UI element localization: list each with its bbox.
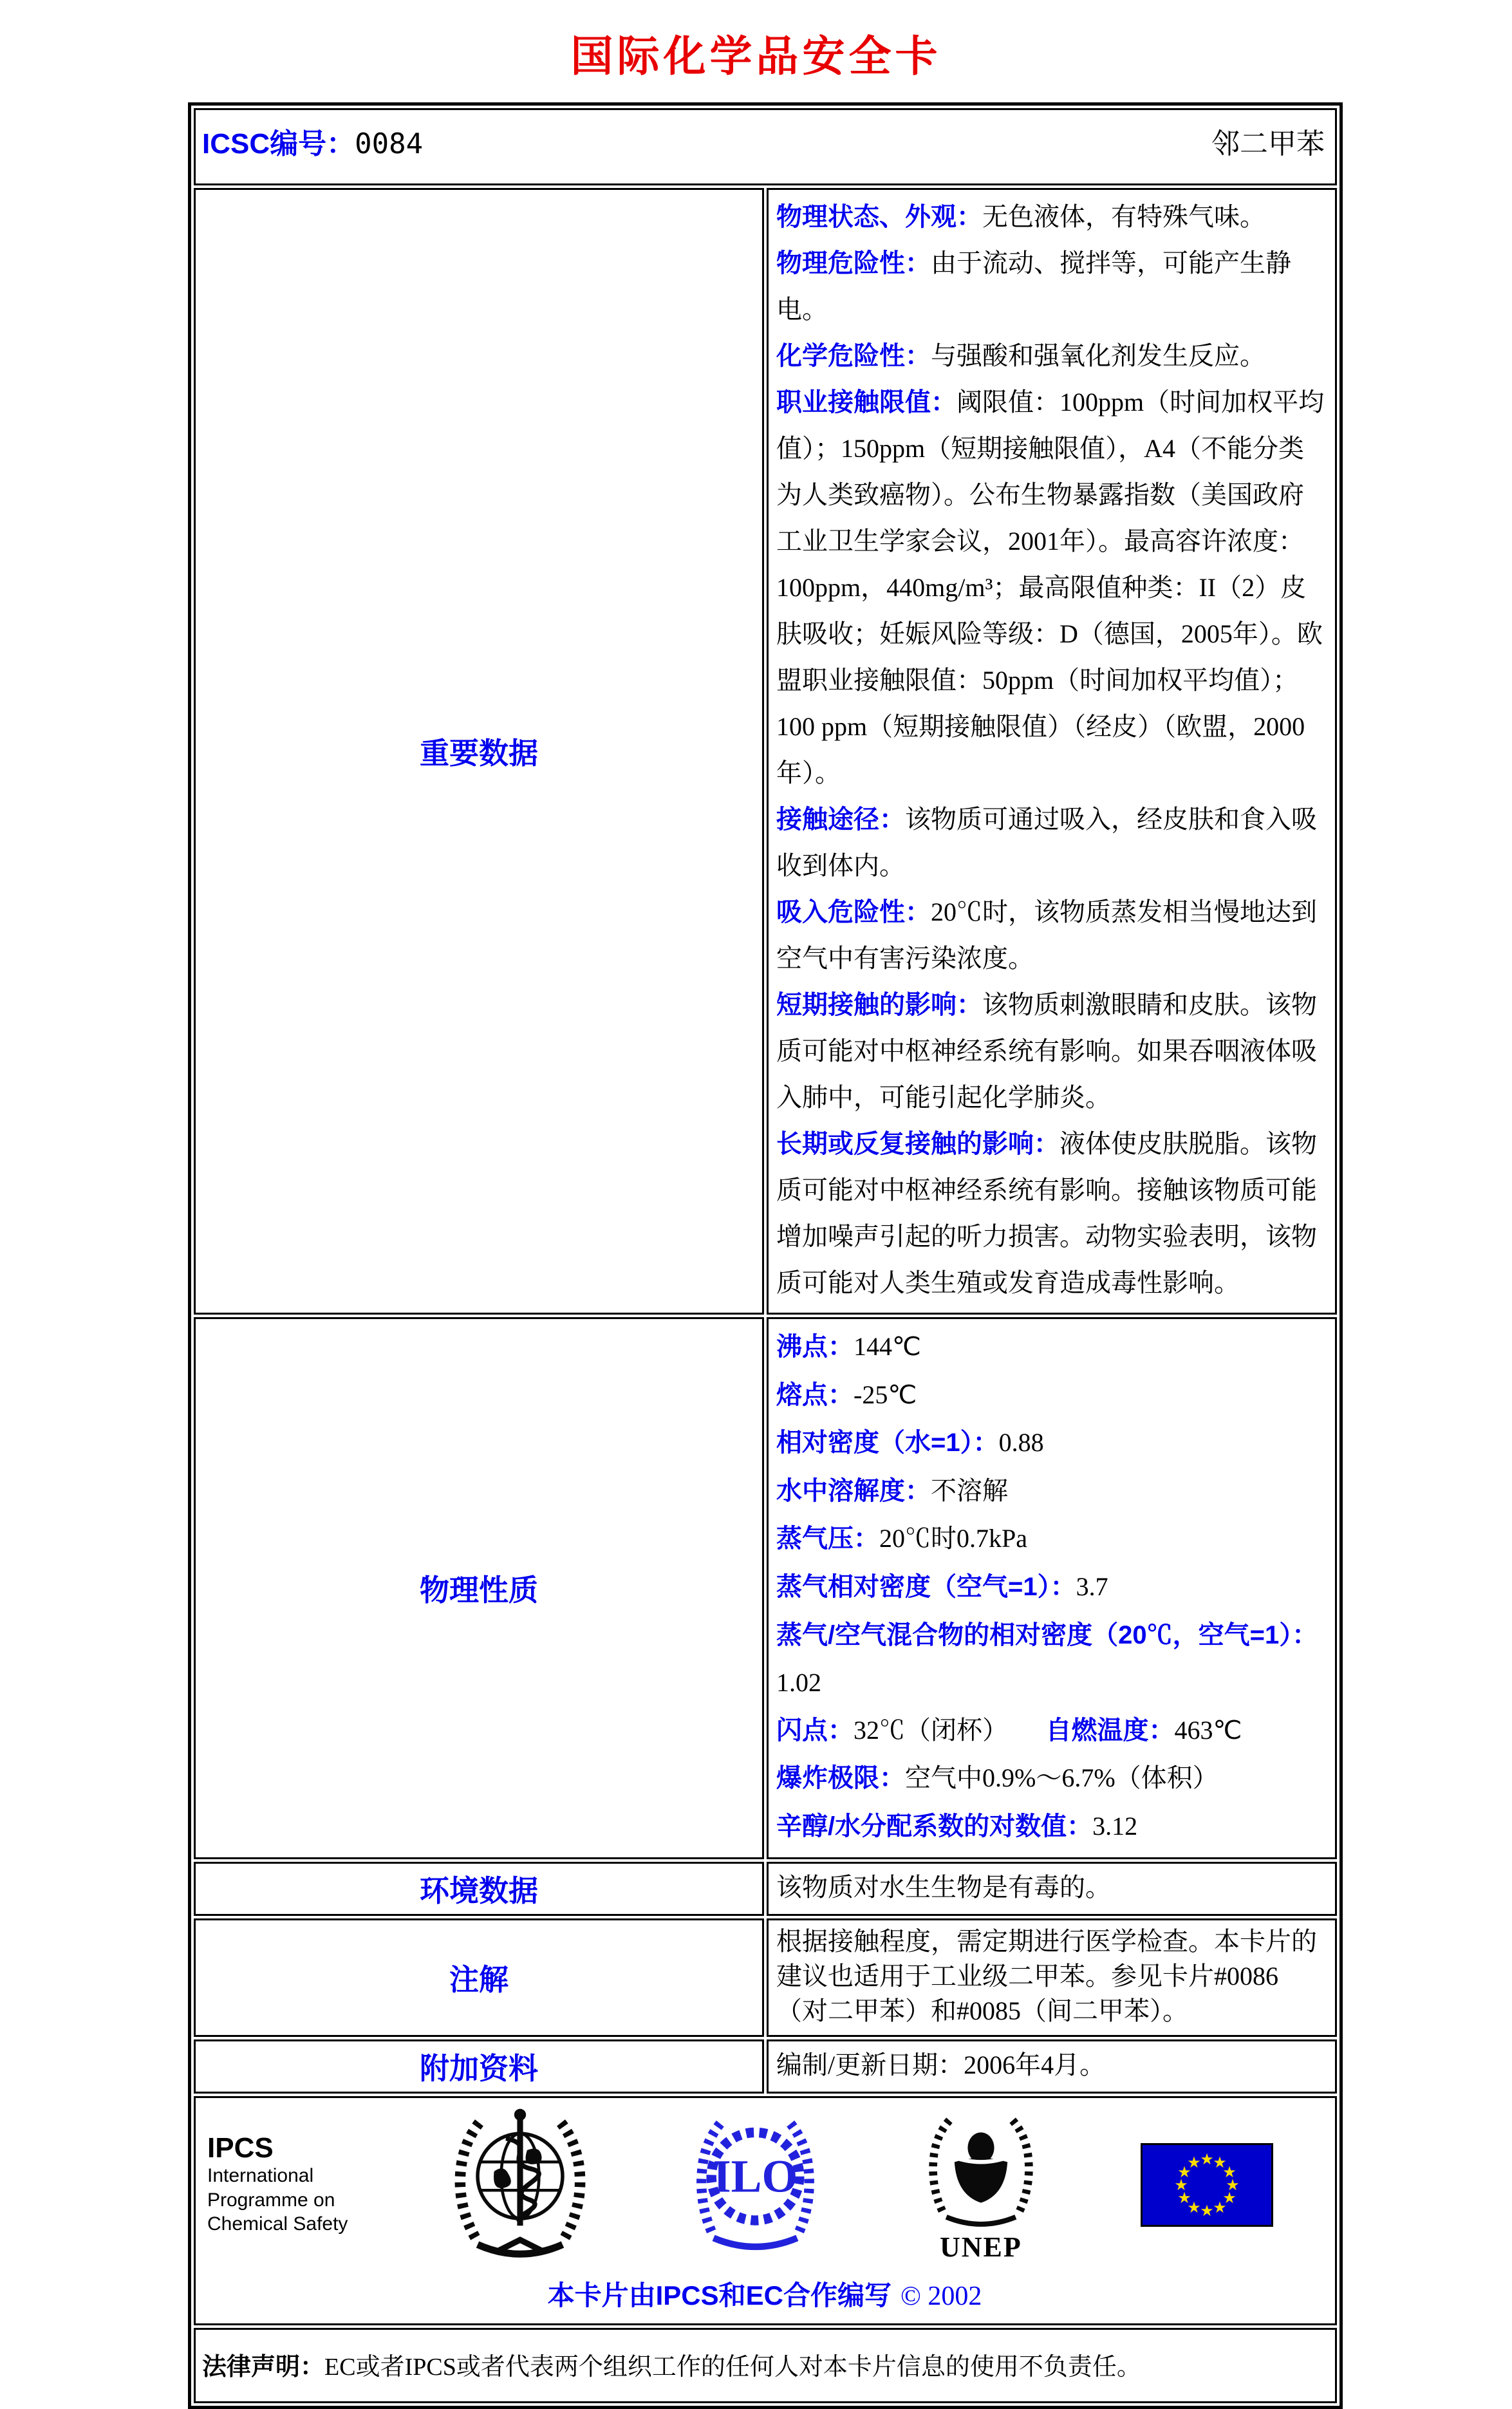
field-relative-density <box>776 1419 1326 1467</box>
field-value: 20℃时0.7kPa <box>879 1524 1027 1553</box>
section-label-notes: 注解 <box>194 1918 764 2037</box>
field-flash-point-autoignition <box>776 1707 1326 1755</box>
field-label: 吸入危险性： <box>776 898 931 926</box>
section-label-important-data: 重要数据 <box>194 188 764 1315</box>
icsc-number-group <box>202 120 423 162</box>
field-vapour-pressure <box>776 1515 1326 1563</box>
field-value: -25℃ <box>854 1380 917 1409</box>
page-title: 国际化学品安全卡 <box>570 33 942 80</box>
field-value: 无色液体，有特殊气味。 <box>982 202 1265 231</box>
credit-text: 本卡片由IPCS和EC合作编写 <box>547 2280 891 2311</box>
environmental-data-row <box>194 1862 1337 1916</box>
svg-text:★: ★ <box>1199 2201 1214 2220</box>
field-value: 空气中0.9%～6.7%（体积） <box>905 1763 1218 1793</box>
field-value: 不溶解 <box>931 1476 1008 1505</box>
who-logo-icon <box>449 2104 591 2265</box>
ipcs-subtitle-line3: Chemical Safety <box>207 2213 348 2235</box>
field-physical-hazard <box>776 240 1326 333</box>
unep-label: UNEP <box>939 2231 1022 2264</box>
legal-notice-label: 法律声明： <box>202 2353 325 2381</box>
field-octanol-water-partition <box>776 1803 1326 1851</box>
field-routes-of-exposure <box>776 796 1326 889</box>
field-value: 该物质可通过吸入，经皮肤和食入吸收到体内。 <box>776 805 1317 880</box>
notes-content: 根据接触程度，需定期进行医学检查。本卡片的建议也适用于工业级二甲苯。参见卡片#0086（对二甲苯）和#0085（间二甲苯）。 <box>767 1918 1337 2037</box>
eu-flag-icon <box>1141 2143 1273 2227</box>
field-vapour-relative-density <box>776 1563 1326 1611</box>
icsc-number-value: 0084 <box>355 127 424 160</box>
field-value: 3.12 <box>1092 1811 1138 1841</box>
ipcs-text-block <box>207 2133 400 2236</box>
field-label: 短期接触的影响： <box>776 991 982 1019</box>
footer-logos-row <box>194 2096 1337 2325</box>
field-water-solubility <box>776 1467 1326 1515</box>
section-label-additional-info: 附加资料 <box>194 2039 764 2094</box>
field-value: 463℃ <box>1174 1715 1242 1745</box>
svg-text:★: ★ <box>1225 2175 1240 2194</box>
physical-properties-row <box>194 1317 1337 1859</box>
field-label: 长期或反复接触的影响： <box>776 1130 1059 1158</box>
svg-text:★: ★ <box>1212 2153 1227 2171</box>
footer-cell <box>194 2096 1337 2325</box>
ilo-logo-icon <box>689 2109 821 2260</box>
field-label: 化学危险性： <box>776 342 931 370</box>
field-value: 与强酸和强氧化剂发生反应。 <box>931 341 1265 370</box>
field-value: 32℃（闭杯） <box>854 1715 1008 1745</box>
svg-text:★: ★ <box>1186 2198 1201 2217</box>
field-label: 水中溶解度： <box>776 1476 931 1505</box>
field-melting-point <box>776 1371 1326 1420</box>
header-cell <box>194 108 1337 185</box>
field-label: 相对密度（水=1）： <box>776 1429 999 1458</box>
field-long-term-effects <box>776 1121 1326 1306</box>
field-value: 144℃ <box>854 1332 921 1361</box>
header-row <box>194 108 1337 185</box>
field-inhalation-risk <box>776 889 1326 982</box>
field-label: 接触途径： <box>776 805 905 834</box>
field-chemical-hazard <box>776 333 1326 379</box>
svg-text:★: ★ <box>1177 2188 1191 2207</box>
icsc-table <box>188 102 1343 2409</box>
section-label-physical-properties: 物理性质 <box>194 1317 764 1859</box>
field-label: 沸点： <box>776 1333 854 1361</box>
field-label: 熔点： <box>776 1380 854 1409</box>
field-label: 自燃温度： <box>1045 1716 1175 1745</box>
field-label: 蒸气/空气混合物的相对密度（20℃，空气=1）： <box>776 1620 1318 1649</box>
field-label: 物理状态、外观： <box>776 203 982 231</box>
chemical-name: 邻二甲苯 <box>1211 128 1325 160</box>
credit-line <box>207 2274 1322 2313</box>
field-label: 职业接触限值： <box>776 388 957 417</box>
svg-text:★: ★ <box>1222 2162 1237 2181</box>
field-vapour-air-mixture-density <box>776 1611 1326 1707</box>
legal-notice-row <box>194 2328 1337 2403</box>
svg-text:★: ★ <box>1186 2153 1201 2171</box>
field-label: 爆炸极限： <box>776 1764 905 1793</box>
svg-text:★: ★ <box>1222 2188 1237 2207</box>
field-label: 蒸气压： <box>776 1524 879 1553</box>
field-short-term-effects <box>776 982 1326 1121</box>
field-occupational-exposure-limits <box>776 379 1326 796</box>
ipcs-title: IPCS <box>207 2132 274 2164</box>
field-value: 该物质刺激眼睛和皮肤。该物质可能对中枢神经系统有影响。如果吞咽液体吸入肺中，可能引起化学肺炎。 <box>776 990 1317 1112</box>
copyright-text: © 2002 <box>900 2281 982 2311</box>
ipcs-subtitle-line1: International <box>207 2165 314 2187</box>
field-label: 辛醇/水分配系数的对数值： <box>776 1812 1093 1841</box>
unep-logo-icon <box>920 2106 1042 2264</box>
important-data-content <box>767 188 1337 1315</box>
field-boiling-point <box>776 1323 1326 1371</box>
field-autoignition-temperature <box>1045 1716 1242 1745</box>
legal-notice-cell <box>194 2328 1337 2403</box>
field-value: 20℃时，该物质蒸发相当慢地达到空气中有害污染浓度。 <box>776 897 1317 973</box>
field-label: 闪点： <box>776 1716 854 1745</box>
section-label-environmental-data: 环境数据 <box>194 1862 764 1916</box>
field-value: 3.7 <box>1076 1571 1108 1601</box>
field-value: 1.02 <box>776 1668 821 1698</box>
icsc-card-page <box>0 22 1512 2381</box>
field-label: 物理危险性： <box>776 249 931 277</box>
legal-notice-text: EC或者IPCS或者代表两个组织工作的任何人对本卡片信息的使用不负责任。 <box>324 2353 1141 2381</box>
svg-text:★: ★ <box>1173 2175 1188 2194</box>
environmental-data-content: 该物质对水生生物是有毒的。 <box>767 1862 1337 1916</box>
field-value: 0.88 <box>998 1428 1044 1458</box>
physical-properties-content <box>767 1317 1337 1859</box>
svg-text:★: ★ <box>1212 2198 1227 2217</box>
svg-text:★: ★ <box>1177 2162 1191 2181</box>
field-label: 蒸气相对密度（空气=1）： <box>776 1572 1076 1601</box>
additional-info-row <box>194 2039 1337 2094</box>
important-data-row <box>194 188 1337 1315</box>
additional-info-content: 编制/更新日期：2006年4月。 <box>767 2039 1337 2094</box>
field-value: 阈限值：100ppm（时间加权平均值）；150ppm（短期接触限值），A4（不能分类为人类致癌物）。公布生物暴露指数（美国政府工业卫生学家会议，2001年）。最高容许浓度：100ppm，440mg/m³；最高限值种类：II（2）皮肤吸收；妊娠风险等级：D（德国，2005年）。欧盟职业接触限值：50ppm（时间加权平均值）；100 ppm（短期接触限值）（经皮）（欧盟，2000年）。 <box>776 388 1325 787</box>
field-flash-point <box>776 1707 1045 1755</box>
ipcs-subtitle-line2: Programme on <box>207 2189 335 2211</box>
notes-row <box>194 1918 1337 2037</box>
field-physical-state-appearance <box>776 194 1326 240</box>
svg-text:★: ★ <box>1199 2150 1214 2168</box>
field-value: 由于流动、搅拌等，可能产生静电。 <box>776 248 1291 324</box>
field-explosive-limits <box>776 1754 1326 1803</box>
ilo-letters: ILO <box>713 2150 798 2202</box>
field-value: 液体使皮肤脱脂。该物质可能对中枢神经系统有影响。接触该物质可能增加噪声引起的听力损害。动物实验表明，该物质可能对人类生殖或发育造成毒性影响。 <box>776 1129 1317 1297</box>
icsc-number-label: ICSC编号： <box>202 128 355 160</box>
